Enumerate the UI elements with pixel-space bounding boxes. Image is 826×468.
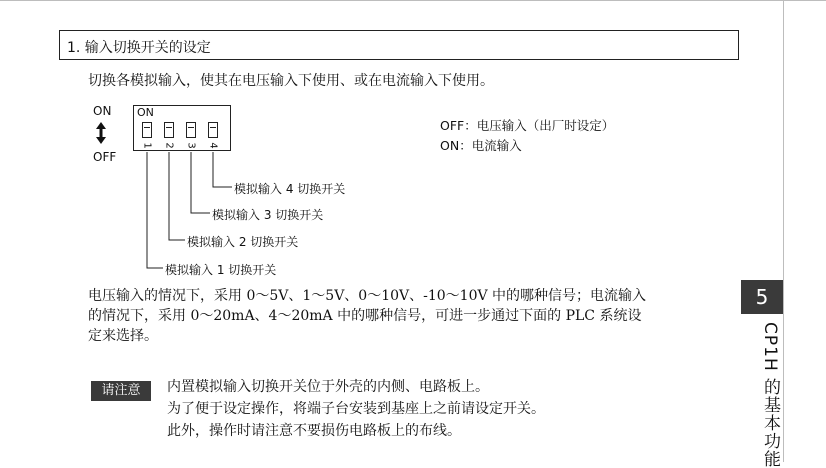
note-text (167, 376, 545, 442)
note-line: 为了便于设定操作，将端子台安装到基座上之前请设定开关。 (167, 401, 545, 417)
switch-label-2: 模拟输入 2 切换开关 (187, 235, 299, 249)
dip-number-4: 4 (207, 142, 219, 149)
note-badge: 请注意 (91, 381, 151, 401)
paragraph-line: 电压输入的情况下，采用 0～5V、1～5V、0～10V、-10～10V 中的哪种信号；电流输入 (88, 288, 647, 304)
note-line: 此外，操作时请注意不要损伤电路板上的布线。 (167, 423, 461, 439)
switch-label-1: 模拟输入 1 切换开关 (165, 263, 277, 277)
legend-off: OFF：电压输入（出厂时设定） (440, 118, 615, 133)
off-label: OFF (93, 150, 117, 164)
chapter-title: CP1H 的基本功能 (760, 322, 780, 468)
legend-on: ON：电流输入 (440, 138, 522, 153)
switch-label-4: 模拟输入 4 切换开关 (234, 182, 346, 196)
section-title: 1. 输入切换开关的设定 (67, 40, 211, 56)
switch-label-3: 模拟输入 3 切换开关 (212, 208, 324, 222)
dip-number-1: 1 (141, 142, 153, 149)
on-label: ON (93, 104, 112, 118)
chapter-number: 5 (741, 280, 783, 314)
note-line: 内置模拟输入切换开关位于外壳的内侧、电路板上。 (167, 379, 489, 395)
intro-text: 切换各模拟输入，使其在电压输入下使用、或在电流输入下使用。 (88, 73, 494, 89)
dip-number-3: 3 (185, 142, 197, 149)
paragraph-line: 的情况下，采用 0～20mA、4～20mA 中的哪种信号，可进一步通过下面的 PLC 系统设 (88, 308, 642, 324)
dip-on-label: ON (137, 106, 154, 119)
paragraph-line: 定来选择。 (88, 328, 158, 344)
dip-number-2: 2 (163, 142, 175, 149)
legend (440, 116, 614, 156)
body-paragraph (88, 286, 733, 346)
